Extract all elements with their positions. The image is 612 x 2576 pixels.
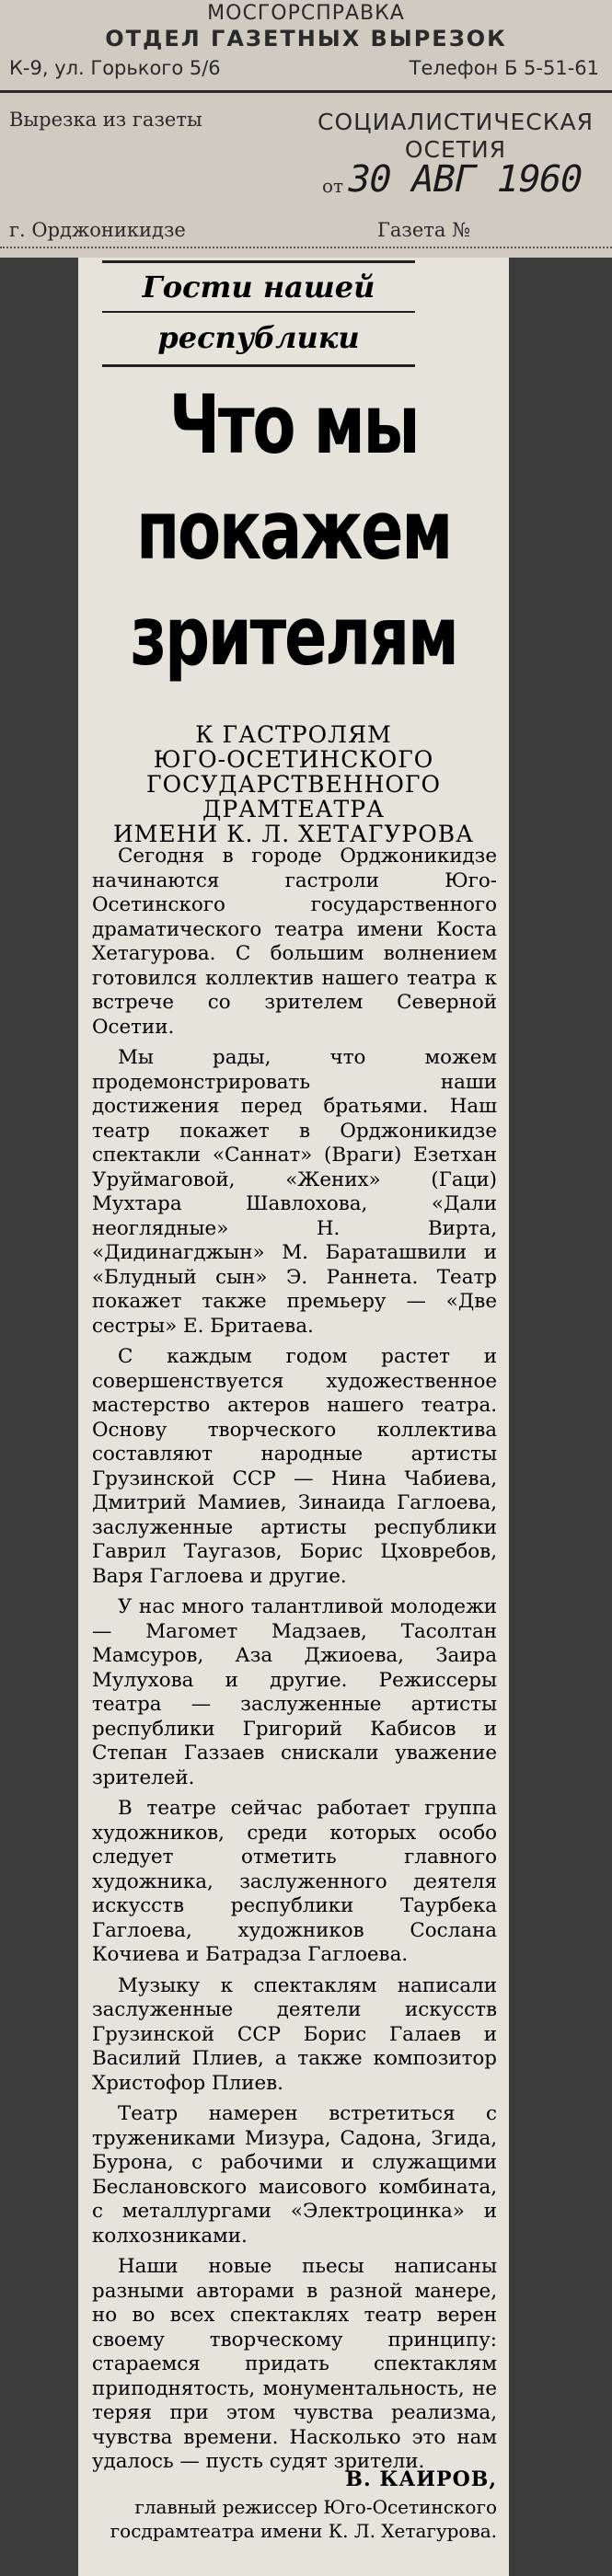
address: К-9, ул. Горького 5/6 (9, 57, 221, 79)
author-role: главный режиссер Юго-Осетинского госдрамтеатра имени К. Л. Хетагурова. (110, 2496, 497, 2542)
subtitle-line4: ДРАМТЕАТРА (202, 796, 385, 822)
author-name: В. КАИРОВ, (345, 2467, 497, 2491)
subtitle-line3: ГОСУДАРСТВЕННОГО (146, 771, 441, 798)
paragraph: Мы рады, что можем продемонстрировать наши достижения перед братьями. Наш театр покажет в Орджоникидзе спектакли «Саннат» (Враги) Езетхан Уруймаговой, «Жених» (Гаци) Мухтара Шавлохова, «Дали неоглядные» Н. Вирта, «Дидинагджын» М. Бараташвили и «Блудный сын» Э. Раннета. Театр покажет также премьеру — «Две сестры» Е. Бритаева. (92, 1046, 497, 1338)
newspaper-name-line2: ОСЕТИЯ (404, 136, 507, 163)
rubric-divider (102, 311, 415, 313)
rubric-box (102, 260, 415, 367)
rubric-line1: Гости нашей (142, 270, 375, 305)
clipping-service-header (0, 0, 612, 258)
subtitle-line5: ИМЕНИ К. Л. ХЕТАГУРОВА (112, 821, 475, 847)
date-prefix: от (322, 175, 344, 197)
org-name: МОСГОРСПРАВКА (207, 2, 405, 25)
paragraph: У нас много талантливой молодежи — Магомет Мадзаев, Тасолтан Мамсуров, Аза Джиоева, Заира Мулухова и другие. Режиссеры театра — заслуженные артисты республики Григорий Кабисов и Степан Газзаев снискали уважение зрителей. (92, 1595, 497, 1789)
paragraph: В театре сейчас работает группа художников, среди которых особо следует отметить главного художника, заслуженного деятеля искусств республики Таурбека Гаглоева, художников Сослана Кочиева и Батрадза Гаглоева. (92, 1797, 497, 1966)
paragraph: С каждым годом растет и совершенствуется художественное мастерство актеров нашего театра. Основу творческого коллектива составляют народные артисты Грузинской ССР — Нина Чабиева, Дмитрий Мамиев, Зинаида Гаглоева, заслуженные артисты республики Гаврил Таугазов, Борис Цховребов, Варя Гаглоева и другие. (92, 1345, 497, 1588)
cut-label: Вырезка из газеты (9, 109, 202, 131)
headline-line2: покажем (135, 483, 452, 578)
paragraph: Музыку к спектаклям написали заслуженные деятели искусств Грузинской ССР Борис Галаев и Василий Плиев, а также композитор Христофор Плиев. (92, 1973, 497, 2095)
article-body (92, 845, 497, 2481)
paragraph: Наши новые пьесы написаны разными авторами в разной манере, но во всех спектаклях театр верен своему творческому принципу: стараемся придать спектаклям приподнятость, монументальность, не теряя при этом чувства реализма, чувства времени. Насколько это нам удалось — пусть судят зрители. (92, 2255, 497, 2473)
paragraph: Сегодня в городе Орджоникидзе начинаются гастроли Юго-Осетинского государственного драматического театра имени Коста Хетагурова. С большим волнением готовился коллектив нашего театра к встрече со зрителем Северной Осетии. (92, 845, 497, 1039)
header-divider (0, 90, 612, 93)
subtitle-line1: К ГАСТРОЛЯМ (195, 721, 392, 748)
subtitle (78, 722, 509, 846)
department-name: ОТДЕЛ ГАЗЕТНЫХ ВЫРЕЗОК (105, 26, 507, 52)
paragraph: Театр намерен встретиться с тружениками Мизура, Садона, Згида, Бурона, с рабочими и служащими Беслановского маисового комбината, с металлургами «Электроцинка» и колхозниками. (92, 2102, 497, 2248)
headline-line3: зрителям (130, 589, 457, 684)
newspaper-name (318, 109, 594, 164)
dotted-rule (0, 247, 612, 250)
rubric-line2: республики (157, 320, 360, 355)
subtitle-line2: ЮГО-ОСЕТИНСКОГО (153, 746, 434, 773)
phone: Телефон Б 5-51-61 (409, 57, 599, 79)
headline-line1: Что мы (168, 377, 419, 472)
city: г. Орджоникидзе (9, 219, 186, 241)
newspaper-number-label: Газета № (377, 219, 470, 241)
newspaper-name-line1: СОЦИАЛИСТИЧЕСКАЯ (318, 109, 594, 135)
date-stamp: 30 АВГ 1960 (343, 158, 586, 201)
